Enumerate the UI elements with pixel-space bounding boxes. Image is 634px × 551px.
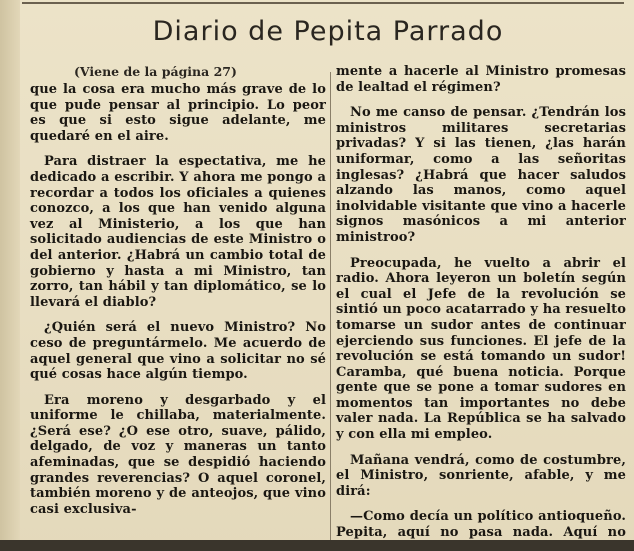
article-title: Diario de Pepita Parrado — [152, 16, 504, 47]
left-paragraph-1: que la cosa era mucho más grave de lo que pude pensar al principio. Lo peor es que si esto sigue adelante, me quedaré en el aire. — [30, 82, 326, 144]
column-divider — [330, 72, 331, 542]
right-paragraph-1: mente a hacerle al Ministro promesas de lealtad el régimen? — [336, 64, 626, 95]
page-spine-edge — [0, 0, 20, 551]
continued-from-note: (Viene de la página 27) — [74, 64, 237, 79]
left-paragraph-3: ¿Quién será el nuevo Ministro? No ceso de preguntármelo. Me acuerdo de aquel general que vino a solicitar no sé qué cosas hace algún tiempo. — [30, 320, 326, 383]
left-paragraph-4: Era moreno y desgarbado y el uniforme le chillaba, materialmente. ¿Será ese? ¿O ese otro, suave, pálido, delgado, de voz y maneras un tanto afeminadas, que se despidió haciendo grandes reverencias? O aquel coronel, también moreno y de anteojos, que vino casi exclusiva- — [30, 392, 326, 517]
top-rule — [22, 2, 624, 4]
right-paragraph-2: No me canso de pensar. ¿Tendrán los ministros militares secretarias privadas? Y si las tienen, ¿las harán uniformar, como a las señoritas inglesas? ¿Habrá que hacer saludos alzando las manos, como aquel inolvidable visitante que vino a hacerle signos masónicos a mi anterior ministroo? — [336, 105, 626, 245]
left-column — [30, 82, 326, 527]
left-paragraph-2: Para distraer la espectativa, me he dedicado a escribir. Y ahora me pongo a recordar a todos los oficiales a quienes conozco, a los que han venido alguna vez al Ministerio, a los que han solicitado audiencias de este Ministro o del anterior. ¿Habrá un cambio total de gobierno y hasta a mi Ministro, tan zorro, tan hábil y tan diplomático, se lo llevará el diablo? — [30, 154, 326, 310]
right-paragraph-3: Preocupada, he vuelto a abrir el radio. Ahora leyeron un boletín según el cual el Jefe de la revolución se sintió un poco acatarrado y ha resuelto tomarse un sudor antes de continuar ejerciendo sus funciones. El jefe de la revolución se está tomando un sudor! Caramba, qué buena noticia. Porque gente que se pone a tomar sudores en momentos tan importantes no debe valer nada. La República se ha salvado y con ella mi empleo. — [336, 255, 626, 443]
right-paragraph-5: —Como decía un político antioqueño. Pepita, aquí no pasa nada. Aquí no — [336, 509, 626, 541]
right-column — [336, 64, 626, 551]
right-paragraph-4: Mañana vendrá, como de costumbre, el Ministro, sonriente, afable, y me dirá: — [336, 452, 626, 499]
bottom-dark-band — [0, 540, 634, 551]
